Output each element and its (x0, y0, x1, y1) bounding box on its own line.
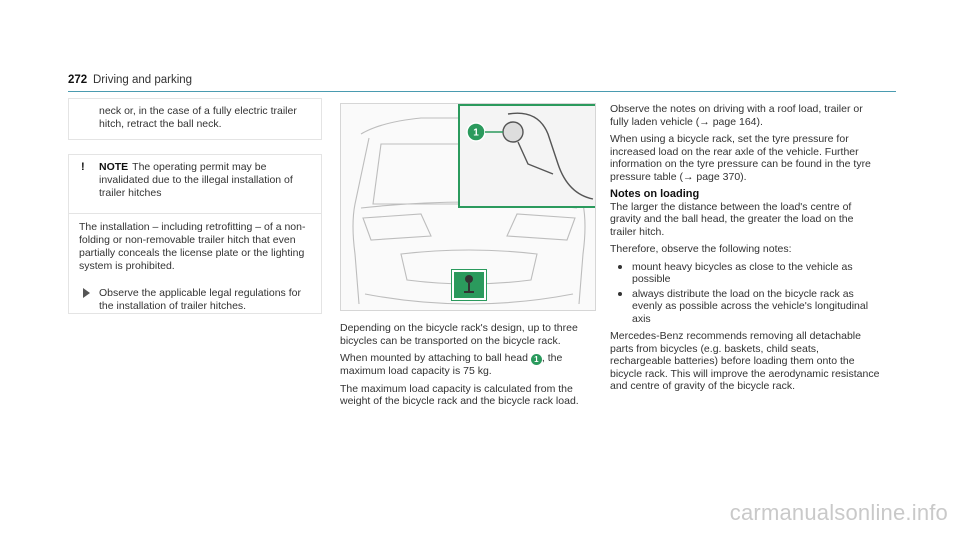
instruction-text: Observe the applicable legal regulations for the installation of trailer hitches. (99, 287, 301, 312)
page-header (68, 74, 896, 92)
ball-head-detail-inset (458, 104, 596, 208)
loading-notes-list (610, 261, 880, 326)
ball-head-detail-drawing (458, 104, 596, 208)
notice-head-text: The operating permit may be invalidated due to the illegal installation of trailer hitches (99, 161, 293, 199)
callout-number-1: 1 (473, 127, 479, 139)
list-item: mount heavy bicycles as close to the vehicle as possible (610, 261, 880, 286)
tow-ball-icon (454, 272, 484, 298)
paragraph-load-calc: The maximum load capacity is calculated from the weight of the bicycle rack and the bicycle rack load. (340, 382, 579, 407)
paragraph-roof-load: Observe the notes on driving with a roof load, trailer or fully laden vehicle (→ page 164). (610, 103, 863, 128)
trailer-hitch-marker (452, 270, 486, 300)
page-number: 272 (68, 74, 88, 86)
paragraph-ball-head: When mounted by attaching to ball head 1 , the maximum load capacity is 75 kg. (340, 352, 563, 377)
callout-ref-1: 1 (531, 354, 542, 365)
left-column (68, 98, 322, 314)
continued-text: neck or, in the case of a fully electric trailer hitch, retract the ball neck. (99, 105, 297, 130)
arrow-right-icon (83, 288, 90, 298)
list-item: always distribute the load on the bicycle rack as evenly as possible across the vehicle's longitudinal axis (610, 288, 880, 326)
warning-icon: ! (81, 161, 85, 173)
watermark-logo: carmanualsonline.info (729, 500, 948, 525)
notice-header (69, 155, 321, 214)
notice-body-text: The installation – including retrofitting – of a non-folding or non-removable trailer hitch that even partially conceals the license plate or the lighting system is prohibited. (79, 221, 306, 272)
continued-text-box (68, 98, 322, 140)
paragraph-load-distance: The larger the distance between the load's centre of gravity and the ball head, the greater the load on the trailer hitch. (610, 200, 854, 238)
subheading-notes-loading: Notes on loading (610, 188, 700, 200)
notice-box (68, 154, 322, 314)
notice-body (69, 214, 321, 313)
instruction-step (79, 287, 311, 313)
paragraph-rack-capacity: Depending on the bicycle rack's design, up to three bicycles can be transported on the bicycle rack. (340, 322, 578, 347)
section-title: Driving and parking (93, 74, 193, 86)
notice-title: NOTE (99, 161, 129, 173)
paragraph-observe-notes: Therefore, observe the following notes: (610, 243, 792, 255)
paragraph-tyre-pressure: When using a bicycle rack, set the tyre pressure for increased load on the rear axle of the vehicle. Further information on the tyre pressure can be found in the tyre pressure table (→ page 370). (610, 133, 871, 183)
paragraph-detach-parts: Mercedes-Benz recommends removing all detachable parts from bicycles (e.g. baskets, child seats, rechargeable batteries) before loading them onto the bicycle rack. This will improve the aerodynamic resistance and centre of gravity of the bicycle rack. (610, 330, 880, 392)
vehicle-rear-illustration (340, 103, 596, 311)
right-column (610, 103, 880, 398)
middle-column (340, 322, 600, 413)
